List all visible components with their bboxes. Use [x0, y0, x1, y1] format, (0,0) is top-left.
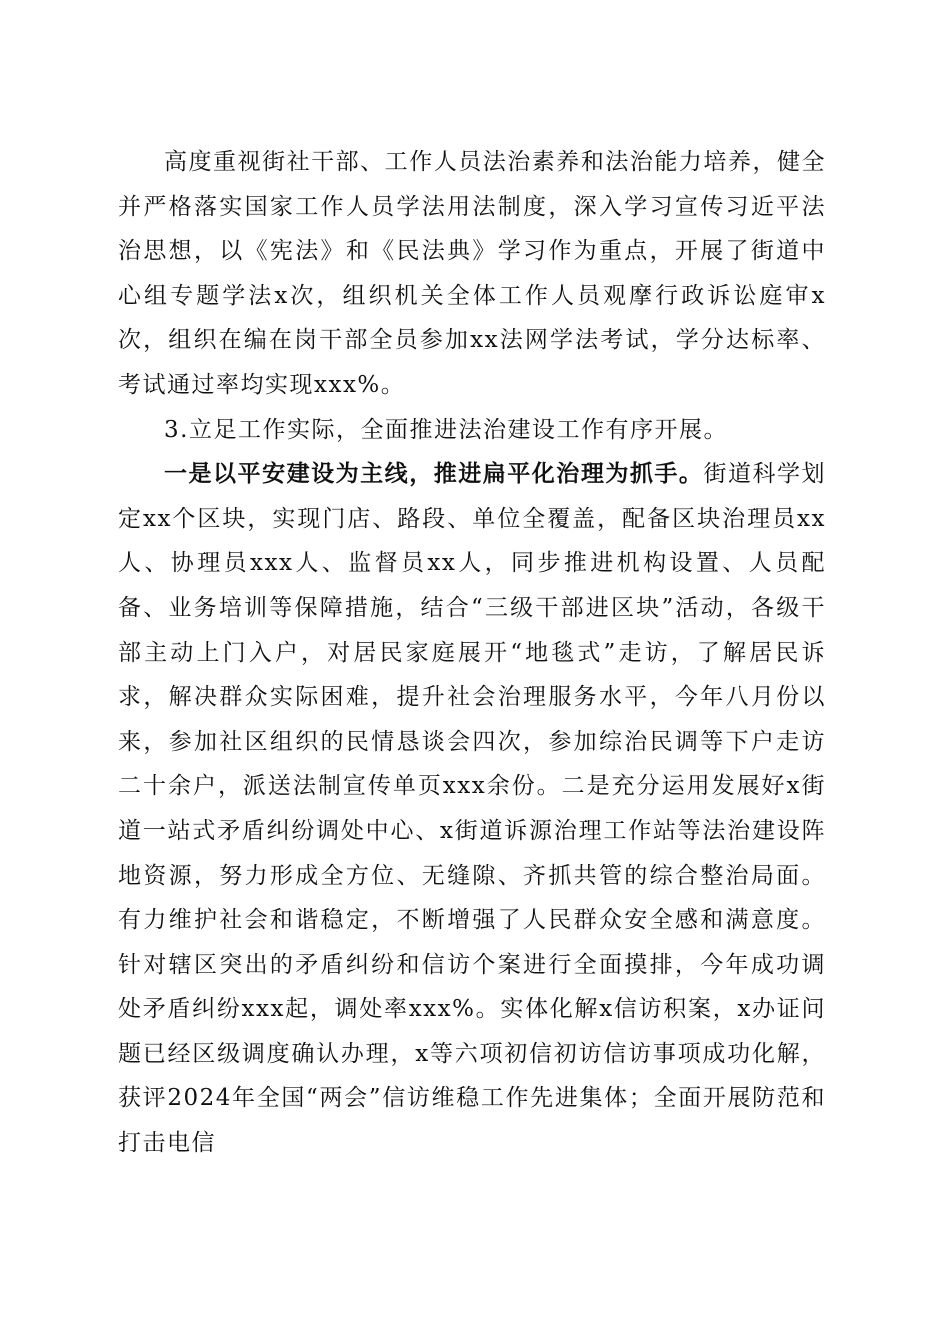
document-body	[118, 140, 826, 1166]
paragraph-legal-training: 高度重视街社干部、工作人员法治素养和法治能力培养，健全并严格落实国家工作人员学法用法制度，深入学习宣传习近平法治思想，以《宪法》和《民法典》学习作为重点，开展了街道中心组专题学法x次，组织机关全体工作人员观摩行政诉讼庭审x次，组织在编在岗干部全员参加xx法网学法考试，学分达标率、考试通过率均实现xxx%。	[118, 149, 826, 398]
paragraph-safety-construction	[118, 452, 826, 1166]
paragraph-lead-text: 一是以平安建设为主线，推进扁平化治理为抓手。	[164, 460, 704, 488]
section-heading: 3.立足工作实际，全面推进法治建设工作有序开展。	[164, 416, 728, 443]
paragraph-body-text: 街道科学划定xx个区块，实现门店、路段、单位全覆盖，配备区块治理员xx人、协理员xxx人、监督员xx人，同步推进机构设置、人员配备、业务培训等保障措施，结合“三级干部进区块”活动，各级干部主动上门入户，对居民家庭展开“地毯式”走访，了解居民诉求，解决群众实际困难，提升社会治理服务水平，今年八月份以来，参加社区组织的民情恳谈会四次，参加综治民调等下户走访二十余户，派送法制宣传单页xxx余份。二是充分运用发展好x街道一站式矛盾纠纷调处中心、x街道诉源治理工作站等法治建设阵地资源，努力形成全方位、无缝隙、齐抓共管的综合整治局面。有力维护社会和谐稳定，不断增强了人民群众安全感和满意度。针对辖区突出的矛盾纠纷和信访个案进行全面摸排，今年成功调处矛盾纠纷xxx起，调处率xxx%。实体化解x信访积案，x办证问题已经区级调度确认办理，x等六项初信初访信访事项成功化解，获评2024年全国“两会”信访维稳工作先进集体；全面开展防范和打击电信	[118, 461, 827, 1157]
